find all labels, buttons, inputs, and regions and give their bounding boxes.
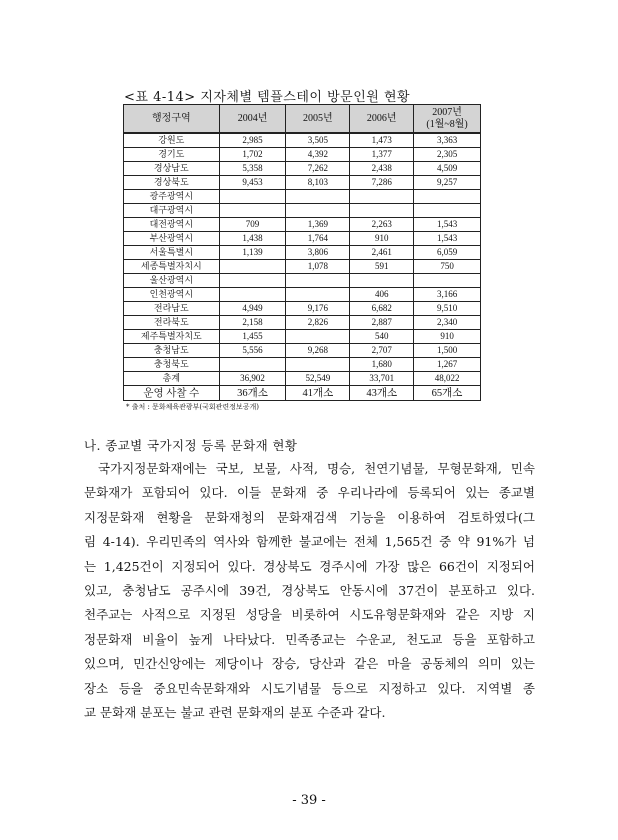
value-cell: 2,305 [414,148,481,162]
body-text-line: 지정문화재 현황을 문화재청의 문화재검색 기능을 이용하여 검토하였다(그 [84,509,535,525]
table-row [124,316,481,330]
table-row [124,246,481,260]
region-cell: 경기도 [124,148,220,162]
value-cell [286,358,350,372]
region-cell: 대전광역시 [124,218,220,232]
column-header: 2005년 [286,105,350,134]
value-cell: 406 [350,288,414,302]
region-cell: 광주광역시 [124,190,220,204]
region-cell: 총계 [124,372,220,386]
page-number: - 39 - [292,793,326,808]
value-cell: 2,461 [350,246,414,260]
value-cell: 2,826 [286,316,350,330]
row-label-cell: 운영 사찰 수 [124,386,220,401]
table-row [124,218,481,232]
table-row [124,288,481,302]
body-text-line: 문화재가 포함되어 있다. 이들 문화재 중 우리나라에 등록되어 있는 종교별 [84,485,535,501]
value-cell: 2,438 [350,162,414,176]
value-cell: 6,059 [414,246,481,260]
table-row [124,148,481,162]
value-cell: 1,543 [414,232,481,246]
value-cell: 2,158 [219,316,286,330]
value-cell [286,288,350,302]
value-cell: 4,392 [286,148,350,162]
value-cell: 5,358 [219,162,286,176]
region-cell: 충청북도 [124,358,220,372]
body-text-line: 있으며, 민간신앙에는 제당이나 장승, 당산과 같은 마을 공동체의 의미 있는 [84,656,535,672]
value-cell: 1,377 [350,148,414,162]
value-cell: 65개소 [414,386,481,401]
value-cell [219,260,286,274]
value-cell: 36,902 [219,372,286,386]
table-header-row [124,105,481,134]
value-cell: 591 [350,260,414,274]
value-cell: 3,505 [286,133,350,148]
value-cell: 910 [414,330,481,344]
value-cell: 6,682 [350,302,414,316]
value-cell [414,190,481,204]
region-cell: 경상남도 [124,162,220,176]
value-cell: 4,949 [219,302,286,316]
table-row [124,204,481,218]
body-paragraph [84,457,535,725]
table-source-note: * 출처 : 문화체육관광부(국회관련정보공개) [126,403,259,411]
table-row [124,260,481,274]
table-row [124,176,481,190]
column-header: 2004년 [219,105,286,134]
value-cell: 9,268 [286,344,350,358]
value-cell: 2,887 [350,316,414,330]
value-cell: 36개소 [219,386,286,401]
region-cell: 충청남도 [124,344,220,358]
value-cell: 1,473 [350,133,414,148]
region-cell: 경상북도 [124,176,220,190]
region-cell: 제주특별자치도 [124,330,220,344]
value-cell [219,274,286,288]
value-cell: 1,680 [350,358,414,372]
table-row [124,330,481,344]
value-cell: 7,262 [286,162,350,176]
region-cell: 전라남도 [124,302,220,316]
value-cell: 5,556 [219,344,286,358]
table-row [124,344,481,358]
value-cell: 3,806 [286,246,350,260]
templestay-visitors-table [123,104,481,401]
value-cell: 33,701 [350,372,414,386]
body-text-line: 있고, 충청남도 공주시에 39건, 경상북도 안동시에 37건이 분포하고 있다. [84,582,535,598]
region-cell: 전라북도 [124,316,220,330]
value-cell: 7,286 [350,176,414,190]
value-cell: 1,500 [414,344,481,358]
value-cell: 1,369 [286,218,350,232]
value-cell [350,190,414,204]
value-cell: 750 [414,260,481,274]
region-cell: 대구광역시 [124,204,220,218]
value-cell [286,330,350,344]
value-cell [219,190,286,204]
region-cell: 강원도 [124,133,220,148]
table-row [124,302,481,316]
table-caption: <표 4-14> 지자체별 템플스테이 방문인원 현황 [124,90,411,105]
value-cell: 910 [350,232,414,246]
body-text-line: 천주교는 사적으로 지정된 성당을 비롯하여 시도유형문화재와 같은 지방 지 [84,607,535,623]
value-cell [219,358,286,372]
value-cell: 8,103 [286,176,350,190]
column-header: 행정구역 [124,105,220,134]
value-cell [286,190,350,204]
value-cell [219,204,286,218]
value-cell: 1,139 [219,246,286,260]
region-cell: 세종특별자치시 [124,260,220,274]
table-row [124,274,481,288]
column-header: 2007년 (1월~8월) [414,105,481,134]
column-header: 2006년 [350,105,414,134]
region-cell: 인천광역시 [124,288,220,302]
value-cell: 43개소 [350,386,414,401]
body-text-line: 국가지정문화재에는 국보, 보물, 사적, 명승, 천연기념물, 무형문화재, 민속 [98,461,535,476]
value-cell: 540 [350,330,414,344]
value-cell: 9,176 [286,302,350,316]
section-title: 나. 종교별 국가지정 등록 문화재 현황 [84,438,298,453]
temple-count-row [124,386,481,401]
value-cell: 1,438 [219,232,286,246]
value-cell [350,274,414,288]
value-cell: 2,985 [219,133,286,148]
value-cell: 2,707 [350,344,414,358]
value-cell: 1,702 [219,148,286,162]
value-cell: 1,764 [286,232,350,246]
table-row [124,190,481,204]
value-cell [286,204,350,218]
value-cell [286,274,350,288]
body-text-line: 정문화재 비율이 높게 나타났다. 민족종교는 수운교, 천도교 등을 포함하고 [84,631,535,647]
value-cell [219,288,286,302]
total-row [124,372,481,386]
value-cell: 9,257 [414,176,481,190]
value-cell: 709 [219,218,286,232]
region-cell: 울산광역시 [124,274,220,288]
table-row [124,232,481,246]
value-cell [414,274,481,288]
table-row [124,162,481,176]
value-cell: 2,263 [350,218,414,232]
region-cell: 서울특별시 [124,246,220,260]
value-cell: 1,267 [414,358,481,372]
value-cell: 1,543 [414,218,481,232]
value-cell: 9,453 [219,176,286,190]
value-cell: 3,166 [414,288,481,302]
value-cell: 9,510 [414,302,481,316]
value-cell: 48,022 [414,372,481,386]
value-cell: 52,549 [286,372,350,386]
table-row [124,133,481,148]
body-text-line: 교 문화재 분포는 불교 관련 문화재의 분포 수준과 같다. [84,704,386,720]
region-cell: 부산광역시 [124,232,220,246]
value-cell: 3,363 [414,133,481,148]
value-cell: 1,455 [219,330,286,344]
value-cell: 4,509 [414,162,481,176]
value-cell: 2,340 [414,316,481,330]
body-text-line: 림 4-14). 우리민족의 역사와 함께한 불교에는 전체 1,565건 중 약 91%가 넘 [84,534,535,550]
value-cell [350,204,414,218]
value-cell: 41개소 [286,386,350,401]
body-text-line: 장소 등을 중요민속문화재와 시도기념물 등으로 지정하고 있다. 지역별 종 [84,680,535,696]
body-text-line: 는 1,425건이 지정되어 있다. 경상북도 경주시에 가장 많은 66건이 지정되어 [84,558,535,574]
value-cell: 1,078 [286,260,350,274]
value-cell [414,204,481,218]
table-row [124,358,481,372]
